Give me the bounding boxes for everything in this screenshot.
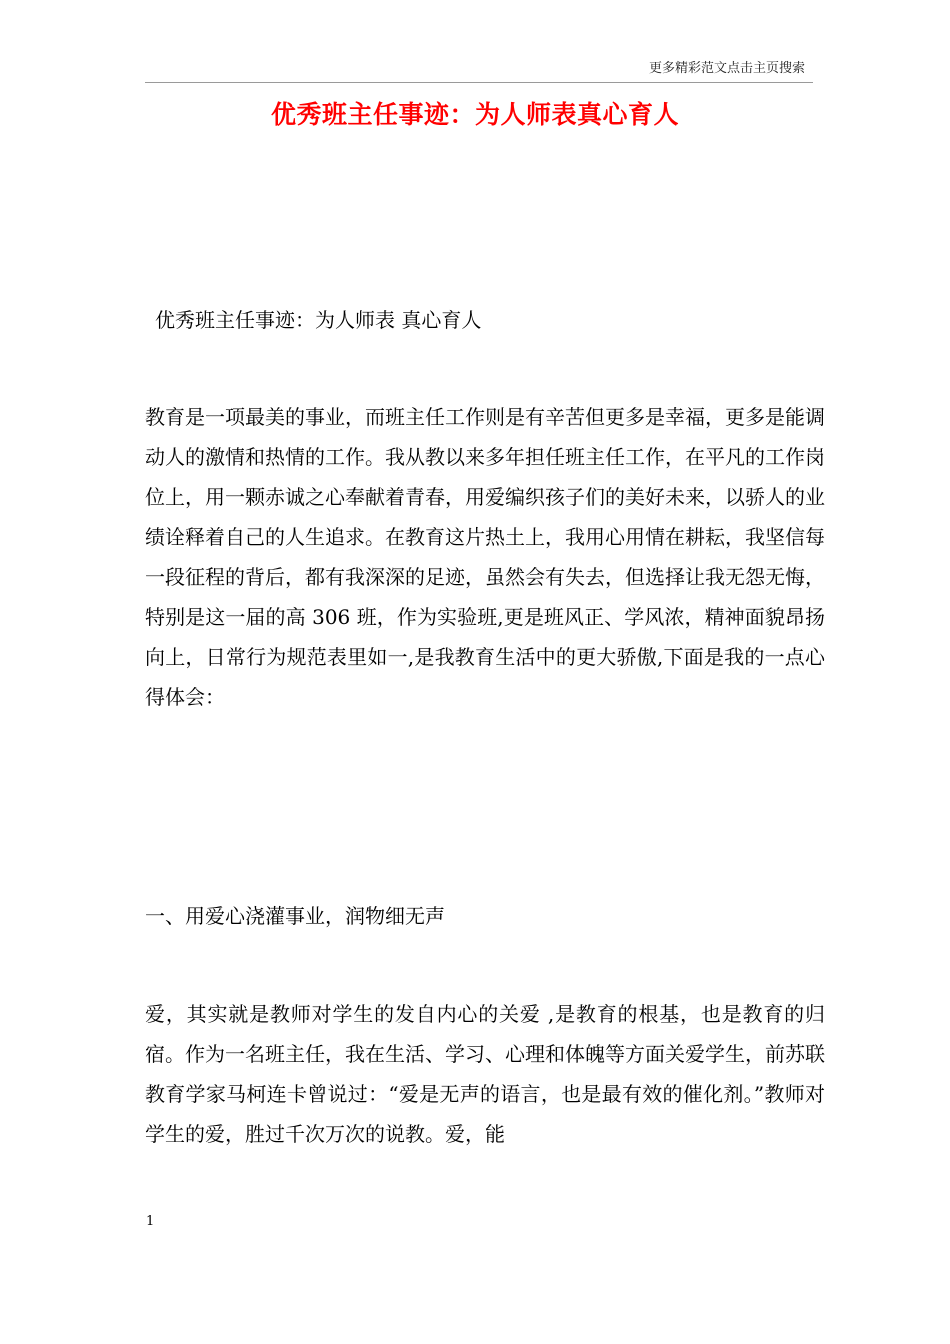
body-paragraph-1: 教育是一项最美的事业，而班主任工作则是有辛苦但更多是幸福，更多是能调动人的激情和热情的工作。我从教以来多年担任班主任工作，在平凡的工作岗位上，用一颗赤诚之心奉献着青春，用爱编织孩子们的美好未来，以骄人的业绩诠释着自己的人生追求。在教育这片热土上，我用心用情在耕耘，我坚信每一段征程的背后，都有我深深的足迹，虽然会有失去，但选择让我无怨无悔，特别是这一届的高 306 班，作为实验班,更是班风正、学风浓，精神面貌昂扬向上，日常行为规范表里如一,是我教育生活中的更大骄傲,下面是我的一点心得体会： <box>145 405 825 709</box>
document-subtitle: 优秀班主任事迹：为人师表 真心育人 <box>155 308 482 332</box>
document-title: 优秀班主任事迹：为人师表真心育人 <box>270 100 679 129</box>
body-paragraph-2: 爱，其实就是教师对学生的发自内心的关爱 ,是教育的根基，也是教育的归宿。作为一名班主任，我在生活、学习、心理和体魄等方面关爱学生，前苏联教育学家马柯连卡曾说过：“爱是无声的语言，也是最有效的催化剂。”教师对学生的爱，胜过千次万次的说教。爱，能 <box>145 1002 825 1146</box>
header-divider <box>145 82 813 83</box>
section-heading-1: 一、用爱心浇灌事业，润物细无声 <box>145 904 445 928</box>
header-note: 更多精彩范文点击主页搜索 <box>648 61 805 76</box>
page-number: 1 <box>146 1214 155 1229</box>
